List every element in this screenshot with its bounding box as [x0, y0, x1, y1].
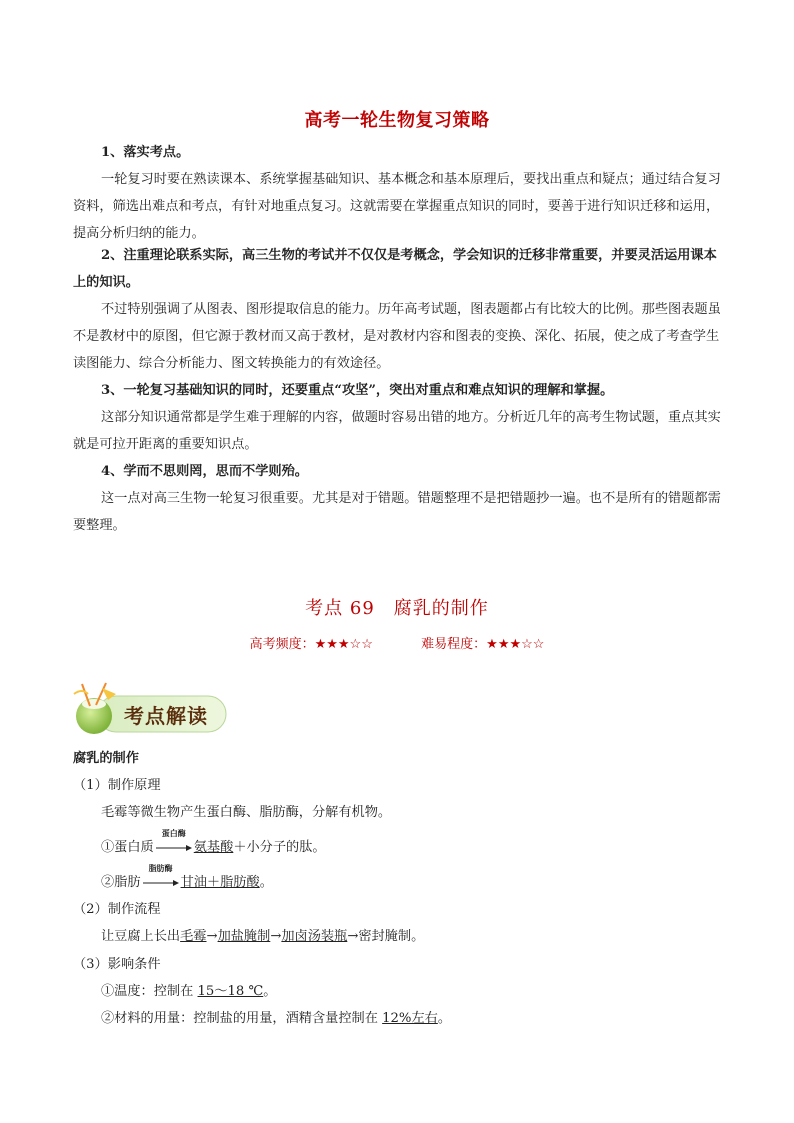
- star-filled-icon: ★: [497, 637, 510, 652]
- reaction-prefix: ②脂肪: [101, 875, 141, 890]
- strategy-item-1: [73, 139, 721, 247]
- process-step: 加盐腌制: [217, 929, 271, 944]
- principle-block: [73, 772, 721, 896]
- section-title: 考点 69 腐乳的制作: [305, 598, 489, 619]
- rating-row: [0, 633, 794, 652]
- content-topic: [73, 745, 721, 772]
- factor-prefix: ①温度：控制在: [101, 984, 198, 999]
- factor-suffix: 。: [437, 1011, 452, 1026]
- reaction-arrow: [142, 863, 180, 890]
- process-block: [73, 896, 721, 950]
- banner-text: 考点解读: [124, 704, 208, 728]
- topic-heading: 腐乳的制作: [73, 751, 139, 766]
- process-step: 毛霉: [180, 929, 207, 944]
- process-step: 密封腌制: [358, 929, 412, 944]
- principle-heading: （1）制作原理: [73, 778, 161, 793]
- item-paragraph: 一轮复习时要在熟读课本、系统掌握基础知识、基本概念和基本原理后，要找出重点和疑点；通过结合复习资料，筛选出难点和考点，有针对地重点复习。这就需要在掌握重点知识的同时，要善于进行知识迁移和运用，提高分析归纳的能力。: [73, 172, 721, 241]
- arrow-icon: [142, 879, 180, 887]
- star-empty-icon: ☆: [521, 637, 533, 652]
- item-heading: 1、落实考点。: [101, 145, 190, 160]
- process-start: 让豆腐上长出: [101, 929, 181, 944]
- frequency-label: 高考频度：: [249, 637, 315, 652]
- principle-text: 毛霉等微生物产生蛋白酶、脂肪酶，分解有机物。: [101, 805, 392, 820]
- frequency-stars: [315, 637, 373, 652]
- item-paragraph: 这一点对高三生物一轮复习很重要。尤其是对于错题。错题整理不是把错题抄一遍。也不是所有的错题都需要整理。: [73, 491, 721, 533]
- star-filled-icon: ★: [486, 637, 498, 652]
- reaction-product: 甘油＋脂肪酸: [180, 875, 260, 890]
- reaction-suffix: ＋小分子的肽。: [233, 840, 326, 855]
- process-step: 加卤汤装瓶: [281, 929, 348, 944]
- star-filled-icon: ★: [337, 637, 350, 652]
- star-empty-icon: ☆: [349, 637, 362, 652]
- process-end: 。: [411, 929, 425, 944]
- process-steps: [73, 923, 721, 950]
- star-filled-icon: ★: [326, 637, 338, 652]
- item-heading: 2、注重理论联系实际，高三生物的考试并不仅仅是考概念，学会知识的迁移非常重要，并要灵活运用课本上的知识。: [73, 248, 717, 290]
- item-paragraph: 不过特别强调了从图表、图形提取信息的能力。历年高考试题，图表题都占有比较大的比例。那些图表题虽不是教材中的原图，但它源于教材而又高于教材，是对教材内容和图表的变换、深化、拓展，使之成了考查学生读图能力、综合分析能力、图文转换能力的有效途径。: [73, 302, 721, 371]
- page-title: 高考一轮生物复习策略: [304, 110, 490, 131]
- process-arrow: →: [206, 929, 218, 944]
- section-banner: [72, 680, 232, 736]
- strategy-item-2: [73, 242, 721, 377]
- item-heading: 4、学而不思则罔，思而不学则殆。: [101, 464, 308, 479]
- arrow-icon: [155, 844, 193, 852]
- reaction-prefix: ①蛋白质: [101, 840, 154, 855]
- factor-prefix: ②材料的用量：控制盐的用量，酒精含量控制在: [101, 1011, 383, 1026]
- enzyme-label: 脂肪酶: [148, 863, 173, 873]
- factors-heading: （3）影响条件: [73, 957, 161, 972]
- factor-value: 12%左右: [382, 1011, 438, 1026]
- factor-suffix: 。: [263, 984, 277, 999]
- difficulty-stars: [486, 637, 544, 652]
- strategy-item-4: [73, 458, 721, 539]
- reaction-product: 氨基酸: [193, 840, 234, 855]
- reaction-arrow: [155, 828, 193, 855]
- reaction-1: [73, 828, 721, 861]
- item-paragraph: 这部分知识通常都是学生难于理解的内容，做题时容易出错的地方。分析近几年的高考生物试题，重点其实就是可拉开距离的重要知识点。: [73, 410, 721, 452]
- star-filled-icon: ★: [314, 637, 327, 652]
- process-arrow: →: [270, 929, 282, 944]
- star-filled-icon: ★: [509, 637, 522, 652]
- reaction-suffix: 。: [259, 875, 273, 890]
- reaction-2: [73, 863, 721, 896]
- factors-block: [73, 951, 721, 1032]
- strategy-item-3: [73, 377, 721, 458]
- star-empty-icon: ☆: [532, 637, 545, 652]
- item-heading: 3、一轮复习基础知识的同时，还要重点“攻坚”，突出对重点和难点知识的理解和掌握。: [101, 383, 614, 398]
- star-empty-icon: ☆: [361, 637, 373, 652]
- factor-1: [73, 978, 721, 1005]
- enzyme-label: 蛋白酶: [161, 828, 186, 838]
- process-arrow: →: [347, 929, 359, 944]
- process-heading: （2）制作流程: [73, 902, 161, 917]
- factor-2: [73, 1005, 721, 1032]
- factor-value: 15～18 ℃: [197, 984, 264, 999]
- difficulty-label: 难易程度：: [421, 637, 487, 652]
